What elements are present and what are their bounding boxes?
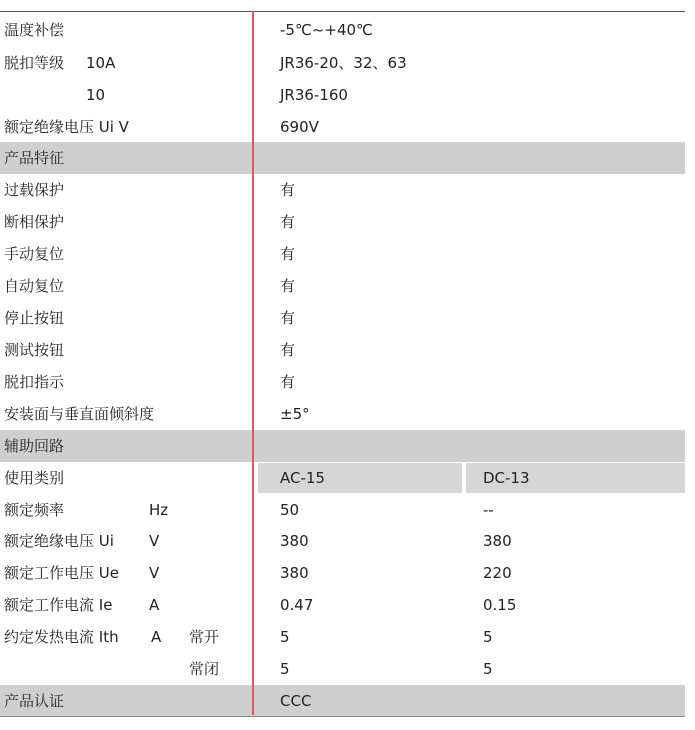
row-value-dc: 5: [483, 660, 493, 678]
table-bottom-rule: [0, 716, 685, 717]
row-value-ac: 380: [280, 532, 309, 550]
row-label: 安装面与垂直面倾斜度: [4, 405, 155, 423]
row-label: 使用类别: [4, 469, 65, 487]
row-label: 停止按钮: [4, 309, 65, 327]
row-value: JR36-20、32、63: [280, 54, 407, 72]
row-value: 有: [280, 245, 296, 263]
row-value-dc: --: [483, 501, 494, 519]
row-label: 断相保护: [4, 213, 65, 231]
column-header-label: DC-13: [483, 469, 530, 487]
table-top-rule: [0, 11, 685, 12]
table-row: [0, 398, 685, 430]
row-value: 有: [280, 373, 296, 391]
row-label: 测试按钮: [4, 341, 65, 359]
row-label: 产品认证: [4, 692, 65, 710]
row-value: 有: [280, 277, 296, 295]
table-row: [0, 238, 685, 270]
row-value-dc: 5: [483, 628, 493, 646]
table-row: [0, 462, 685, 494]
row-label: 脱扣指示: [4, 373, 65, 391]
row-unit: Hz: [149, 501, 169, 519]
row-label: 脱扣等级: [4, 54, 65, 72]
row-label: 额定频率: [4, 501, 65, 519]
section-title: 产品特征: [4, 149, 65, 167]
table-row: [0, 79, 685, 111]
section-header-aux: [0, 430, 685, 462]
row-value-dc: 0.15: [483, 596, 517, 614]
row-value-dc: 380: [483, 532, 512, 550]
table-row: [0, 366, 685, 398]
table-row: [0, 334, 685, 366]
row-unit: V: [149, 532, 160, 550]
row-value-ac: 5: [280, 660, 290, 678]
row-sublabel: 常开: [189, 628, 220, 646]
row-value: 有: [280, 309, 296, 327]
row-value: CCC: [280, 692, 312, 710]
row-value-dc: 220: [483, 564, 512, 582]
section-header-features: [0, 142, 685, 174]
row-unit: A: [149, 596, 160, 614]
row-label: 额定绝缘电压 Ui: [4, 532, 114, 550]
table-row: [0, 557, 685, 589]
section-header-certification: [0, 685, 685, 717]
row-value-ac: 380: [280, 564, 309, 582]
table-row: [0, 494, 685, 526]
table-row: [0, 589, 685, 621]
row-value-ac: 0.47: [280, 596, 314, 614]
row-label: 过载保护: [4, 181, 65, 199]
column-divider: [252, 11, 254, 715]
column-header-label: AC-15: [280, 469, 325, 487]
table-row: [0, 525, 685, 557]
row-value: 有: [280, 181, 296, 199]
table-row: [0, 111, 685, 143]
row-label: 额定工作电压 Ue: [4, 564, 119, 582]
table-row: [0, 653, 685, 685]
table-row: [0, 302, 685, 334]
row-label: 自动复位: [4, 277, 65, 295]
column-header-ac: [258, 463, 462, 493]
row-value-ac: 50: [280, 501, 300, 519]
table-row: [0, 14, 685, 46]
table-row: [0, 47, 685, 79]
row-label: 额定绝缘电压 Ui V: [4, 118, 129, 136]
row-label: 温度补偿: [4, 21, 65, 39]
table-row: [0, 621, 685, 653]
row-unit: A: [151, 628, 162, 646]
row-sublabel: 10: [86, 86, 106, 104]
column-header-dc: [466, 463, 685, 493]
row-value: 有: [280, 213, 296, 231]
row-sublabel: 常闭: [189, 660, 220, 678]
row-value: 690V: [280, 118, 319, 136]
row-label: 约定发热电流 Ith: [4, 628, 119, 646]
table-row: [0, 174, 685, 206]
row-label: 额定工作电流 Ie: [4, 596, 113, 614]
row-sublabel: 10A: [86, 54, 116, 72]
section-title: 辅助回路: [4, 437, 65, 455]
row-value: 有: [280, 341, 296, 359]
row-unit: V: [149, 564, 160, 582]
row-value: JR36-160: [280, 86, 348, 104]
table-row: [0, 270, 685, 302]
table-row: [0, 206, 685, 238]
row-value-ac: 5: [280, 628, 290, 646]
row-value: ±5°: [280, 405, 310, 423]
row-value: -5℃~+40℃: [280, 21, 373, 39]
row-label: 手动复位: [4, 245, 65, 263]
